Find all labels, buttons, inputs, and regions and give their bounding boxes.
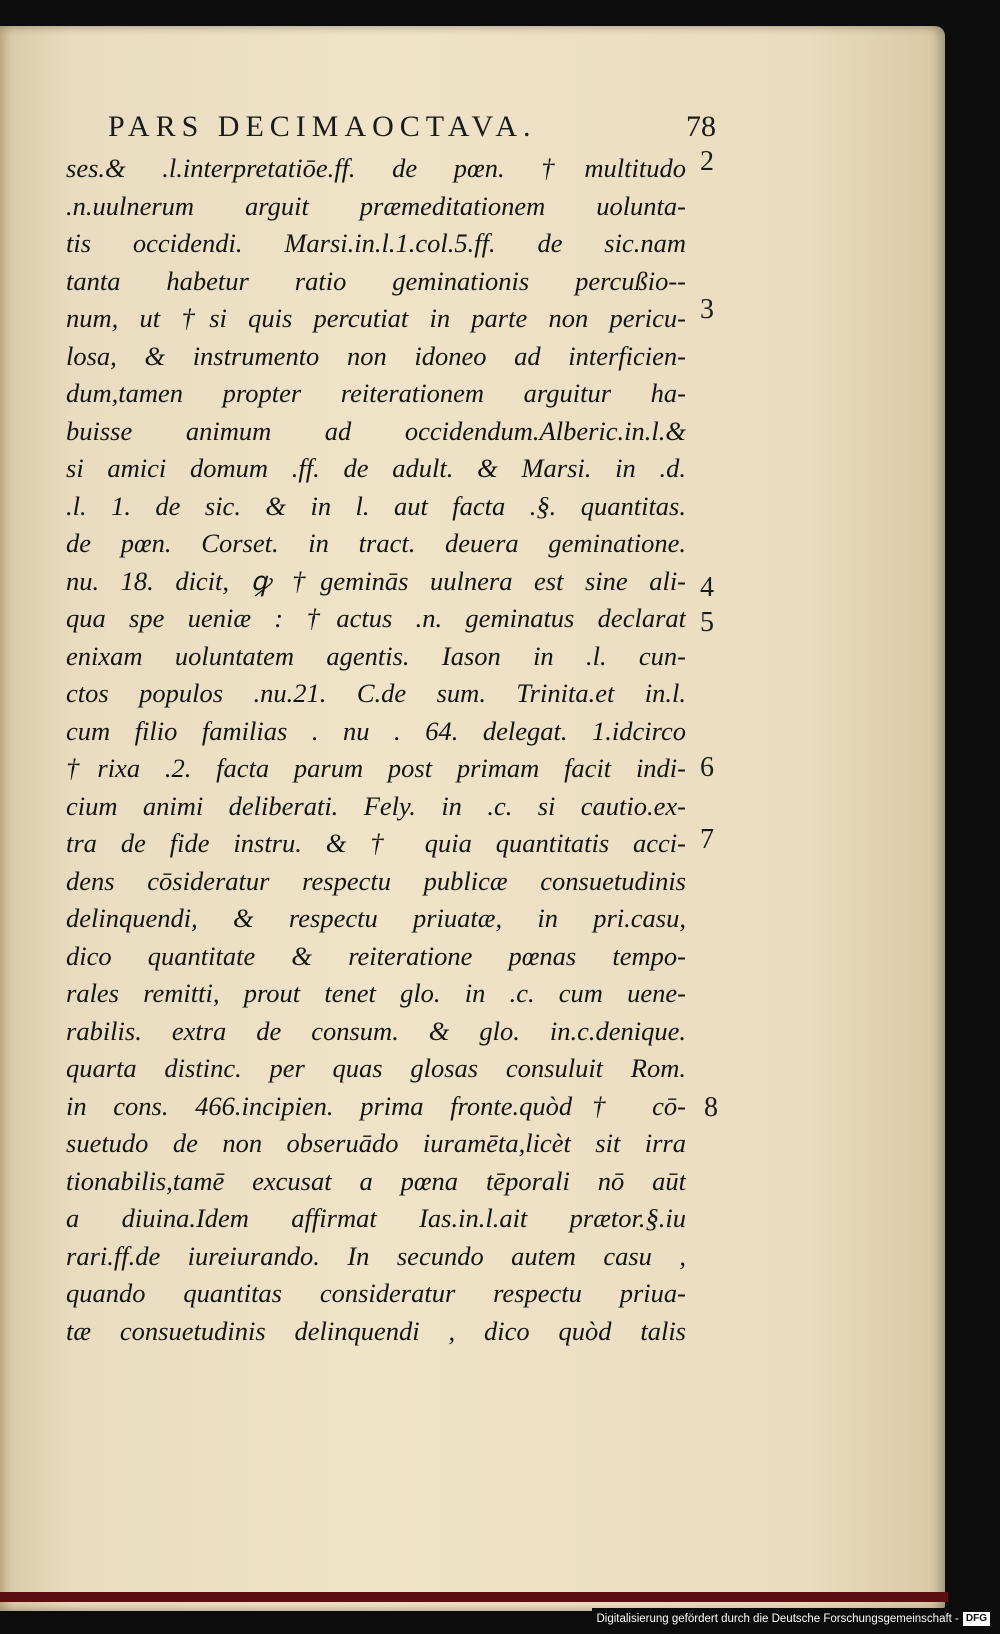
body-text [66, 150, 686, 1350]
text-line: quarta distinc. per quas glosas consuluit Rom. [66, 1053, 686, 1083]
text-line: tis occidendi. Marsi.in.l.1.col.5.ff. de sic.nam [66, 228, 686, 258]
text-line: enixam uoluntatem agentis. Iason in .l. cun- [66, 640, 686, 671]
text-line: in cons. 466.incipien. prima fronte.quòd† cō- [66, 1090, 686, 1121]
text-line: tanta habetur ratio geminationis percußio-- [66, 265, 686, 296]
text-line: cium animi deliberati. Fely. in .c. si cautio.ex- [66, 790, 686, 821]
text-line: tæ consuetudinis delinquendi , dico quòd talis [66, 1315, 686, 1346]
margin-number: 6 [700, 752, 714, 783]
text-line: tionabilis,tamē excusat a pœna tēporali nō aūt [66, 1165, 686, 1196]
text-line: nu. 18. dicit, ꝙ †geminās uulnera est sine ali- [66, 565, 686, 596]
text-line: rabilis. extra de consum. & glo. in.c.denique. [66, 1015, 686, 1046]
text-line: losa, & instrumento non idoneo ad interficien- [66, 340, 686, 371]
text-line: de pœn. Corset. in tract. deuera geminatione. [66, 528, 686, 558]
text-line: tra de fide instru. & † quia quantitatis acci- [66, 828, 686, 858]
text-line: cum filio familias . nu . 64. delegat. 1.idcirco [66, 715, 686, 746]
margin-number: 4 [700, 572, 714, 603]
text-line: ses.& .l.interpretatiōe.ff. de pœn. †multitudo [66, 153, 686, 183]
page-edge [0, 1592, 948, 1602]
text-line: rales remitti, prout tenet glo. in .c. cum uene- [66, 978, 686, 1008]
text-line: buisse animum ad occidendum.Alberic.in.l.& [66, 415, 686, 446]
text-line: rari.ff.de iureiurando. In secundo autem casu , [66, 1240, 686, 1271]
text-line: suetudo de non obseruādo iuramēta,licèt sit irra [66, 1128, 686, 1158]
margin-number: 5 [700, 607, 714, 638]
text-line: .l. 1. de sic. & in l. aut facta .§. quantitas. [66, 490, 686, 521]
text-line: num, ut †si quis percutiat in parte non pericu- [66, 303, 686, 333]
text-line: .n.uulnerum arguit præmeditationem uolunta- [66, 190, 686, 221]
text-line: dens cōsideratur respectu publicæ consuetudinis [66, 865, 686, 896]
dfg-logo: DFG [963, 1612, 990, 1626]
running-title: PARS DECIMAOCTAVA. [108, 110, 537, 143]
text-line: delinquendi, & respectu priuatæ, in pri.casu, [66, 903, 686, 933]
text-line: ctos populos .nu.21. C.de sum. Trinita.et in.l. [66, 678, 686, 708]
text-line: si amici domum .ff. de adult. & Marsi. in .d. [66, 453, 686, 483]
margin-number: 7 [700, 824, 714, 855]
text-line: a diuina.Idem affirmat Ias.in.l.ait prætor.§.iu [66, 1203, 686, 1233]
text-line: dum,tamen propter reiterationem arguitur ha- [66, 378, 686, 408]
digitization-footer [592, 1608, 994, 1630]
text-line: qua spe ueniæ : †actus .n. geminatus declarat [66, 603, 686, 633]
text-line: dico quantitate & reiteratione pœnas tempo- [66, 940, 686, 971]
text-line: †rixa .2. facta parum post primam facit indi- [66, 753, 686, 783]
running-header [108, 110, 718, 150]
folio-number: 78 [686, 110, 716, 143]
margin-number: 8 [704, 1092, 718, 1123]
footer-text: Digitalisierung gefördert durch die Deutsche Forschungsgemeinschaft - [596, 1613, 959, 1625]
text-line: quando quantitas consideratur respectu priua- [66, 1278, 686, 1308]
margin-number: 3 [700, 294, 714, 325]
margin-number: 2 [700, 146, 714, 177]
